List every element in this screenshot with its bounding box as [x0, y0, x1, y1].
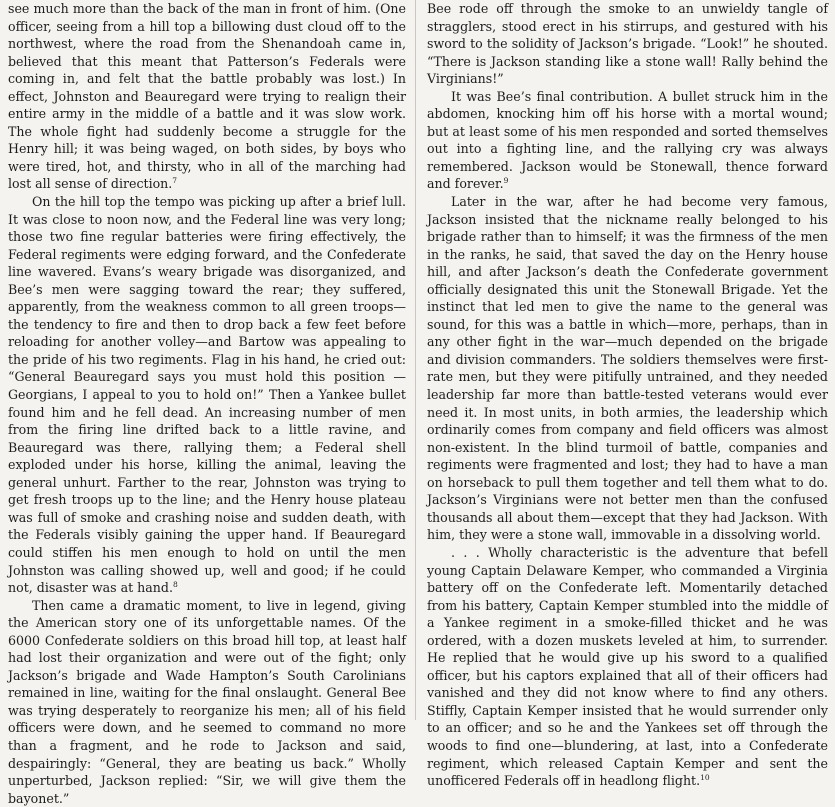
- right-text-column: [427, 0, 828, 789]
- paragraph: On the hill top the tempo was picking up after a brief lull. It was close to noon now, and the Federal line was very long; those two fine regular batteries were firing effectively, the Federal regiments were edging forward, and the Confederate line wavered. Evans’s weary brigade was disorganized, and Bee’s men were sagging toward the rear; they suffered, apparently, from the weakness common to all green troops—the tendency to fire and then to drop back a few feet before reloading for another volley—and Bartow was appealing to the pride of his two regiments. Flag in his hand, he cried out: “General Beauregard says you must hold this position —Georgians, I appeal to you to hold on!” Then a Yankee bullet found him and he fell dead. An increasing number of men from the firing line drifted back to a little ravine, and Beauregard was there, rallying them; a Federal shell exploded under his horse, killing the animal, leaving the general unhurt. Farther to the rear, Johnston was trying to get fresh troops up to the line; and the Henry house plateau was full of smoke and crashing noise and sudden death, with the Federals visibly gaining the upper hand. If Beauregard could stiffen his men enough to hold on until the men Johnston was calling showed up, well and good; if he could not, disaster was at hand.$^8$: [8, 194, 406, 596]
- column-divider: [415, 0, 416, 720]
- paragraph: see much more than the back of the man in front of him. (One officer, seeing from a hill top a billowing dust cloud off to the northwest, where the road from the Shenandoah came in, believed that this meant that Patterson’s Federals were coming in, and felt that the battle probably was lost.) In effect, Johnston and Beauregard were trying to realign their entire army in the middle of a battle and it was slow work. The whole fight had suddenly become a struggle for the Henry hill; it was being waged, on both sides, by boys who were tired, hot, and thirsty, who in all of the marching had lost all sense of direction.$^7$: [8, 1, 406, 192]
- paragraph: Later in the war, after he had become very famous, Jackson insisted that the nickname really belonged to his brigade rather than to himself; it was the firmness of the men in the ranks, he said, that saved the day on the Henry house hill, and after Jackson’s death the Confederate government officially designated this unit the Stonewall Brigade. Yet the instinct that led men to give the name to the general was sound, for this was a battle in which—more, perhaps, than in any other fight in the war—much depended on the brigade and division commanders. The soldiers themselves were first-rate men, but they were pitifully untrained, and they needed leadership far more than battle-tested veterans would ever need it. In most units, in both armies, the leadership which ordinarily comes from company and field officers was almost non-existent. In the blind turmoil of battle, companies and regiments were fragmented and lost; they had to have a man on horseback to pull them together and tell them what to do. Jackson’s Virginians were not better men than the confused thousands all about them—except that they had Jackson. With him, they were a stone wall, immovable in a dissolving world.: [427, 194, 828, 543]
- left-text-column: [8, 0, 406, 806]
- paragraph: . . . Wholly characteristic is the adventure that befell young Captain Delaware Kemper, who commanded a Virginia battery off on the Confederate left. Momentarily detached from his battery, Captain Kemper stumbled into the middle of a Yankee regiment in a smoke-filled thicket and he was ordered, with a dozen muskets leveled at him, to surrender. He replied that he would give up his sword to a qualified officer, but his captors explained that all of their officers had vanished and they did not know where to find any others. Stiffly, Captain Kemper insisted that he would surrender only to an officer; and so he and the Yankees set off through the woods to find one—blundering, at last, into a Confederate regiment, which released Captain Kemper and sent the unofficered Federals off in headlong flight.$^{10}$: [427, 544, 828, 789]
- footnote-marker: 7: [172, 176, 178, 186]
- footnote-marker: 8: [172, 579, 178, 589]
- paragraph: It was Bee’s final contribution. A bullet struck him in the abdomen, knocking him off his horse with a mortal wound; but at least some of his men responded and sorted themselves out into a fighting line, and the rallying cry was always remembered. Jackson would be Stonewall, thence forward and forever.$^9$: [427, 88, 828, 192]
- paragraph: Then came a dramatic moment, to live in legend, giving the American story one of its unforgettable names. Of the 6000 Confederate soldiers on this broad hill top, at least half had lost their organization and were out of the fight; only Jackson’s brigade and Wade Hampton’s South Carolinians remained in line, waiting for the final onslaught. General Bee was trying desperately to reorganize his men; all of his field officers were down, and he seemed to command no more than a fragment, and he rode to Jackson and said, despairingly: “General, they are beating us back.” Wholly unperturbed, Jackson replied: “Sir, we will give them the bayonet.”: [8, 597, 406, 806]
- paragraph: Bee rode off through the smoke to an unwieldy tangle of stragglers, stood erect in his stirrups, and gestured with his sword to the solidity of Jackson’s brigade. “Look!” he shouted. “There is Jackson standing like a stone wall! Rally behind the Virginians!”: [427, 1, 828, 87]
- footnote-marker: 9: [503, 176, 509, 186]
- footnote-marker: 10: [700, 772, 710, 782]
